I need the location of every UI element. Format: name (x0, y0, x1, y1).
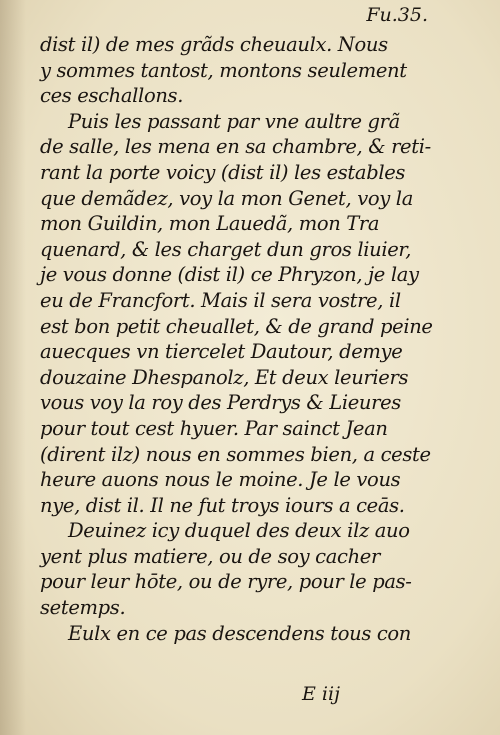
text-line: auecques vn tiercelet Dautour, demye (40, 340, 403, 364)
text-line: je vous donne (dist il) ce Phryzon, je lay (40, 263, 419, 287)
text-line: pour tout cest hyuer. Par sainct Jean (40, 416, 388, 440)
text-line: pour leur hōte, ou de ryre, pour le pas- (40, 570, 412, 594)
text-line: douzaine Dhespanolz, Et deux leuriers (40, 365, 409, 389)
paragraph-start-line: Eulx en ce pas descendens tous con (68, 621, 411, 645)
signature-mark: E iij (302, 683, 340, 705)
text-line: est bon petit cheuallet, & de grand peine (40, 314, 433, 338)
text-line: (dirent ilz) nous en sommes bien, a ceste (40, 442, 431, 466)
page-text (40, 32, 440, 646)
text-line: quenard, & les charget dun gros liuier, (40, 237, 412, 261)
paragraph-start-line: Deuinez icy duquel des deux ilz auo (68, 519, 410, 543)
paragraph-start-line: Puis les passant par vne aultre grã (68, 109, 400, 133)
text-line: yent plus matiere, ou de soy cacher (40, 544, 380, 568)
text-line: heure auons nous le moine. Je le vous (40, 468, 401, 492)
text-line: rant la porte voicy (dist il) les estables (40, 160, 406, 184)
text-line: de salle, les mena en sa chambre, & reti- (40, 135, 431, 159)
text-line: que demãdez, voy la mon Genet, voy la (40, 186, 413, 210)
text-line: vous voy la roy des Perdrys & Lieures (40, 391, 401, 415)
text-line: dist il) de mes grãds cheuaulx. Nous (40, 33, 388, 56)
text-line: setemps. (40, 596, 126, 620)
text-line: eu de Francfort. Mais il sera vostre, il (40, 288, 401, 312)
folio-number: Fu.35. (366, 4, 428, 26)
text-line: ces eschallons. (40, 84, 184, 108)
text-line: mon Guildin, mon Lauedã, mon Tra (40, 212, 380, 236)
text-line: y sommes tantost, montons seulement (40, 58, 407, 82)
text-line: nye, dist il. Il ne fut troys iours a ceās. (40, 493, 405, 517)
